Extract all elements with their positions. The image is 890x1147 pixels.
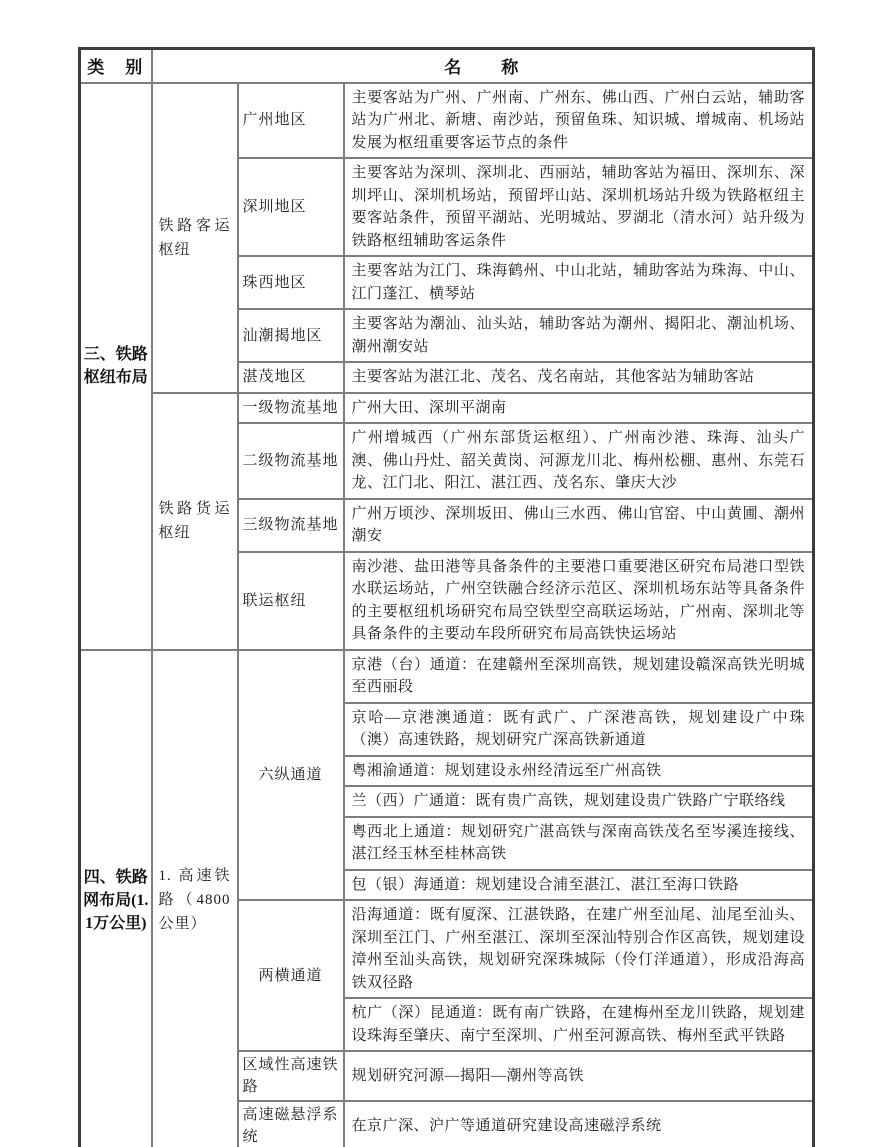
content-cell: 广州万顷沙、深圳坂田、佛山三水西、佛山官窑、中山黄圃、潮州潮安 xyxy=(344,499,814,552)
content-cell: 规划研究河源—揭阳—潮州等高铁 xyxy=(344,1051,814,1101)
content-cell: 主要客站为江门、珠海鹤州、中山北站，辅助客站为珠海、中山、江门蓬江、横琴站 xyxy=(344,256,814,309)
subcategory-cell-tier2-logistics: 二级物流基地 xyxy=(238,423,344,499)
subcategory-cell-regional-hsr: 区域性高速铁路 xyxy=(238,1051,344,1101)
category-cell-network-layout: 四、铁路网布局(1.1万公里) xyxy=(80,650,152,1147)
group-cell-highspeed-rail: 1. 高速铁路（4800公里） xyxy=(152,650,238,1147)
content-cell: 主要客站为广州、广州南、广州东、佛山西、广州白云站，辅助客站为广州北、新塘、南沙站，预留鱼珠、知识城、增城南、机场站发展为枢纽重要客运节点的条件 xyxy=(344,83,814,159)
subcategory-cell-zhuxi: 珠西地区 xyxy=(238,256,344,309)
content-cell: 京哈—京港澳通道：既有武广、广深港高铁，规划建设广中珠（澳）高速铁路，规划研究广深高铁新通道 xyxy=(344,703,814,756)
table-row xyxy=(80,83,814,159)
category-cell-hub-layout: 三、铁路枢纽布局 xyxy=(80,83,152,650)
table-row xyxy=(80,650,814,703)
content-cell: 京港（台）通道：在建赣州至深圳高铁，规划建设赣深高铁光明城至西丽段 xyxy=(344,650,814,703)
content-cell: 兰（西）广通道：既有贵广高铁，规划建设贵广铁路广宁联络线 xyxy=(344,786,814,817)
subcategory-cell-shanchaojie: 汕潮揭地区 xyxy=(238,309,344,362)
subcategory-cell-intermodal-hub: 联运枢纽 xyxy=(238,552,344,650)
subcategory-cell-six-vertical: 六纵通道 xyxy=(238,650,344,901)
content-cell: 包（银）海通道：规划建设合浦至湛江、湛江至海口铁路 xyxy=(344,870,814,901)
content-cell: 广州大田、深圳平湖南 xyxy=(344,393,814,424)
content-cell: 南沙港、盐田港等具备条件的主要港口重要港区研究布局港口型铁水联运场站，广州空铁融合经济示范区、深圳机场东站等具备条件的主要枢纽机场研究布局空铁型空高联运场站，广州南、深圳北等具备条件的主要动车段所研究布局高铁快运场站 xyxy=(344,552,814,650)
content-cell: 粤湘渝通道：规划建设永州经清远至广州高铁 xyxy=(344,756,814,787)
content-cell: 主要客站为深圳、深圳北、西丽站，辅助客站为福田、深圳东、深圳坪山、深圳机场站，预留坪山站、深圳机场站升级为铁路枢纽主要客站条件，预留平湖站、光明城站、罗湖北（清水河）站升级为铁路枢纽辅助客运条件 xyxy=(344,158,814,256)
content-cell: 杭广（深）昆通道：既有南广铁路，在建梅州至龙川铁路，规划建设珠海至肇庆、南宁至深圳、广州至河源高铁、梅州至武平铁路 xyxy=(344,998,814,1051)
name-header-cell: 名 称 xyxy=(152,49,814,83)
table-header-row xyxy=(80,49,814,83)
subcategory-cell-two-horizontal: 两横通道 xyxy=(238,900,344,1051)
subcategory-cell-maglev: 高速磁悬浮系统 xyxy=(238,1101,344,1147)
group-cell-passenger-hub: 铁路客运枢纽 xyxy=(152,83,238,393)
category-header-cell: 类 别 xyxy=(80,49,152,83)
subcategory-cell-tier3-logistics: 三级物流基地 xyxy=(238,499,344,552)
subcategory-cell-shenzhen: 深圳地区 xyxy=(238,158,344,256)
content-cell: 广州增城西（广州东部货运枢纽）、广州南沙港、珠海、汕头广澳、佛山丹灶、韶关黄岗、河源龙川北、梅州松棚、惠州、东莞石龙、江门北、阳江、湛江西、茂名东、肇庆大沙 xyxy=(344,423,814,499)
content-cell: 主要客站为湛江北、茂名、茂名南站，其他客站为辅助客站 xyxy=(344,362,814,393)
content-cell: 主要客站为潮汕、汕头站，辅助客站为潮州、揭阳北、潮汕机场、潮州潮安站 xyxy=(344,309,814,362)
table-row xyxy=(80,393,814,424)
content-cell: 粤西北上通道：规划研究广湛高铁与深南高铁茂名至岑溪连接线、湛江经玉林至桂林高铁 xyxy=(344,817,814,870)
subcategory-cell-guangzhou: 广州地区 xyxy=(238,83,344,159)
subcategory-cell-tier1-logistics: 一级物流基地 xyxy=(238,393,344,424)
railway-plan-table xyxy=(78,47,815,1147)
group-cell-freight-hub: 铁路货运枢纽 xyxy=(152,393,238,650)
content-cell: 在京广深、沪广等通道研究建设高速磁浮系统 xyxy=(344,1101,814,1147)
content-cell: 沿海通道：既有厦深、江湛铁路，在建广州至汕尾、汕尾至汕头、深圳至江门、广州至湛江、深圳至深汕特别合作区高铁，规划建设漳州至汕头高铁，规划研究深珠城际（伶仃洋通道），形成沿海高铁双径路 xyxy=(344,900,814,998)
subcategory-cell-zhanmao: 湛茂地区 xyxy=(238,362,344,393)
